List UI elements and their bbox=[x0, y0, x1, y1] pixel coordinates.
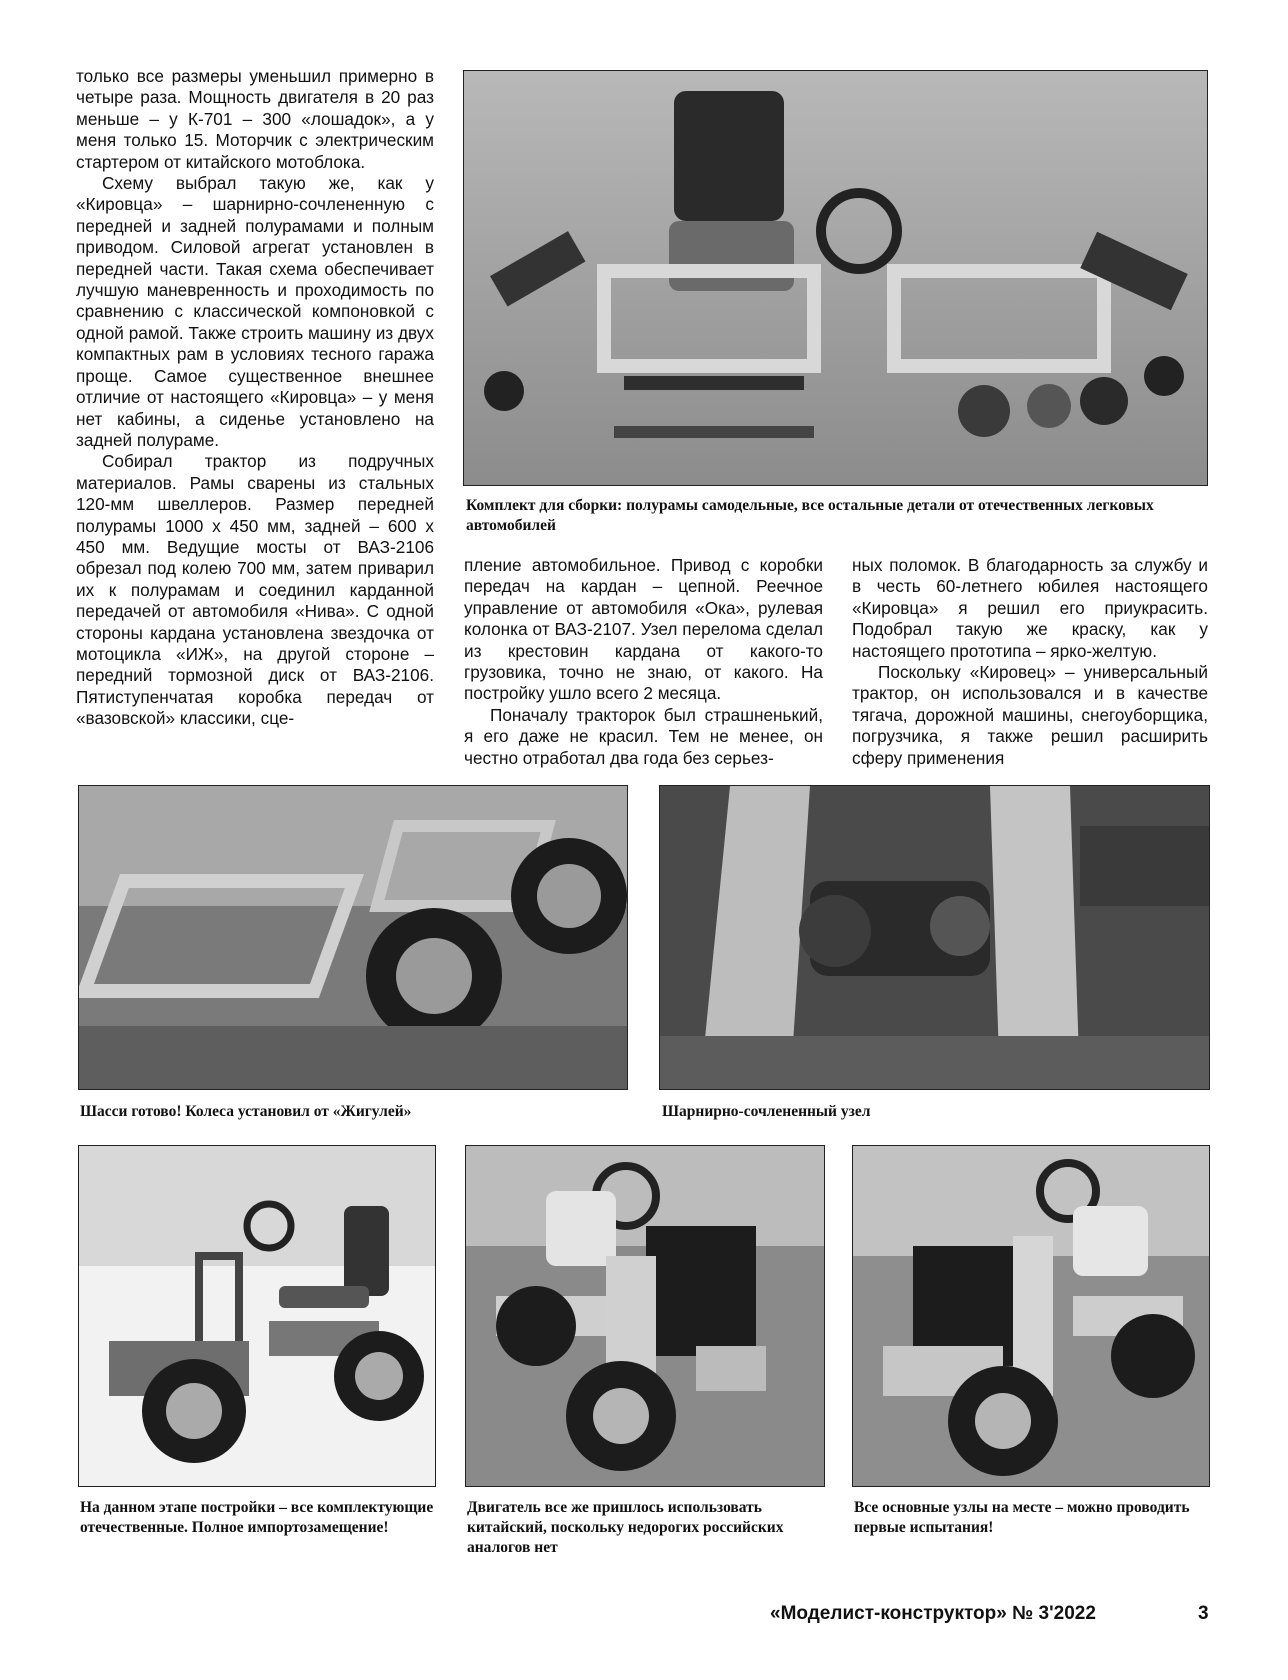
magazine-title: «Моделист-конструктор» № 3'2022 bbox=[770, 1603, 1096, 1624]
photo-engine-installed bbox=[465, 1145, 825, 1487]
article-column-2 bbox=[464, 555, 823, 769]
photo-stage-snow bbox=[78, 1145, 436, 1487]
caption-assembled: Все основные узлы на месте – можно проводить первые испытания! bbox=[854, 1499, 1190, 1536]
article-column-1 bbox=[76, 66, 434, 730]
paragraph: Поскольку «Кировец» – универсальный трактор, он использовался и в качестве тягача, дорожной машины, снегоуборщика, погрузчика, я также решил расширить сферу применения bbox=[852, 662, 1208, 768]
photo-chassis bbox=[78, 785, 628, 1090]
paragraph: только все размеры уменьшил примерно в четыре раза. Мощность двигателя в 20 раз меньше – у К-701 – 300 «лошадок», а у меня только 15. Моторчик с электрическим стартером от китайского мотоблока. bbox=[76, 66, 434, 172]
photo-articulated-joint bbox=[659, 785, 1210, 1090]
caption-parts-kit: Комплект для сборки: полурамы самодельные, все остальные детали от отечественных легковых автомобилей bbox=[466, 497, 1154, 534]
caption-engine: Двигатель все же пришлось использовать китайский, поскольку недорогих российских аналогов нет bbox=[467, 1499, 784, 1556]
caption-stage: На данном этапе постройки – все комплектующие отечественные. Полное импортозамещение! bbox=[80, 1499, 434, 1536]
caption-articulated-joint: Шарнирно-сочлененный узел bbox=[662, 1103, 871, 1120]
photo-parts-kit bbox=[463, 70, 1208, 486]
article-column-3 bbox=[852, 555, 1208, 769]
photo-assembled bbox=[852, 1145, 1210, 1487]
paragraph: ных поломок. В благодарность за службу и в честь 60-летнего юбилея настоящего «Кировца» я решил его приукрасить. Подобрал такую же краску, как у настоящего прототипа – ярко-желтую. bbox=[852, 555, 1208, 661]
paragraph: Поначалу тракторок был страшненький, я его даже не красил. Тем не менее, он честно отработал два года без серьез- bbox=[464, 704, 823, 768]
paragraph: Собирал трактор из подручных материалов. Рамы сварены из стальных 120-мм швеллеров. Размер передней полурамы 1000 х 450 мм, задней – 600 х 450 мм. Ведущие мосты от ВАЗ-2106 обрезал под колею 700 мм, затем приварил их к полурамам и соединил карданной передачей от автомобиля «Нива». С одной стороны кардана установлена звездочка от мотоцикла «ИЖ», на другой стороне – передний тормозной диск от ВАЗ-2106. Пятиступенчатая коробка передач от «вазовской» классики, сце- bbox=[76, 451, 434, 729]
paragraph: Схему выбрал такую же, как у «Кировца» – шарнирно-сочлененную с передней и задней полурамами и полным приводом. Силовой агрегат установлен в передней части. Такая схема обеспечивает лучшую маневренность и проходимость по сравнению с классической компоновкой с одной рамой. Также строить машину из двух компактных рам в условиях тесного гаража проще. Самое существенное внешнее отличие от настоящего «Кировца» – у меня нет кабины, а сиденье установлено на задней полураме. bbox=[76, 173, 434, 450]
paragraph: пление автомобильное. Привод с коробки передач на кардан – цепной. Реечное управление от автомобиля «Ока», рулевая колонка от ВАЗ-2107. Узел перелома сделал из крестовин кардана от какого-то грузовика, точно не знаю, от какого. На постройку ушло всего 2 месяца. bbox=[464, 555, 823, 704]
page-number: 3 bbox=[1198, 1603, 1209, 1624]
caption-chassis: Шасси готово! Колеса установил от «Жигулей» bbox=[80, 1103, 412, 1120]
